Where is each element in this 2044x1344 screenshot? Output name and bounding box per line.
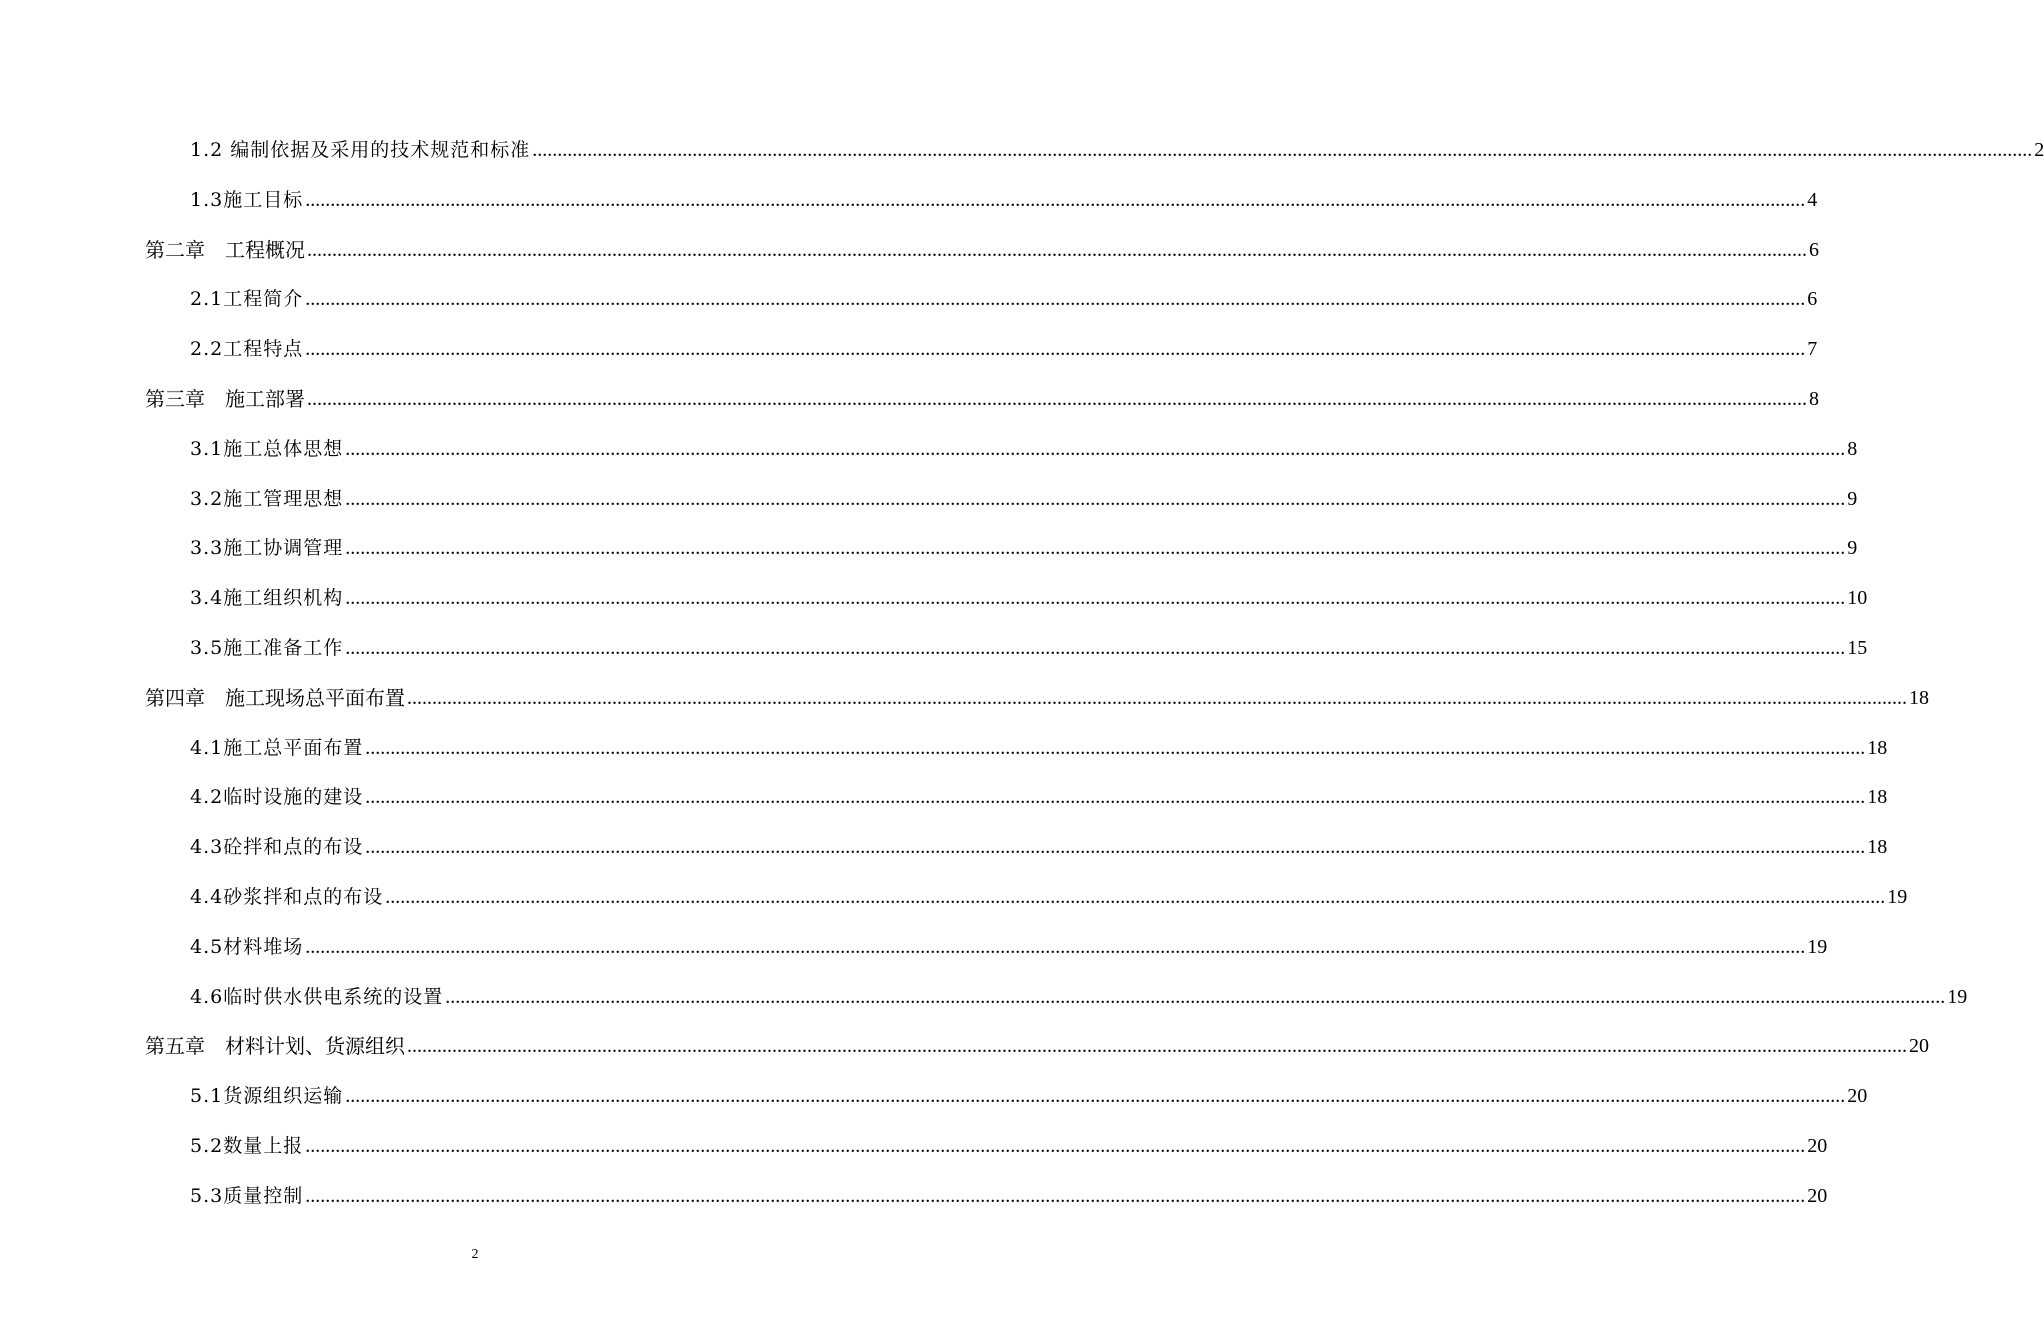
toc-entry-label: 4.6临时供水供电系统的设置 [190, 985, 444, 1008]
toc-dot-leader: ............................................................................................................................................................................................................................................................................................................ [345, 1085, 1846, 1108]
toc-dot-leader: ............................................................................................................................................................................................................................................................................................................ [305, 188, 1806, 211]
toc-section-entry[interactable] [190, 580, 1868, 612]
toc-dot-leader: ............................................................................................................................................................................................................................................................................................................ [305, 935, 1806, 958]
toc-entry-label: 第五章 材料计划、货源组织 [145, 1034, 405, 1059]
toc-section-entry[interactable] [190, 182, 1818, 214]
toc-dot-leader: ............................................................................................................................................................................................................................................................................................................ [385, 886, 1886, 908]
toc-section-entry[interactable] [190, 829, 1888, 861]
toc-entry-page: 20 [1909, 1035, 1929, 1058]
toc-dot-leader: ............................................................................................................................................................................................................................................................................................................ [365, 836, 1866, 859]
toc-entry-label: 第四章 施工现场总平面布置 [145, 685, 405, 710]
toc-section-entry[interactable] [190, 132, 2044, 164]
toc-section-entry[interactable] [190, 779, 1888, 811]
toc-entry-page: 18 [1909, 686, 1929, 709]
toc-entry-label: 5.1货源组织运输 [190, 1085, 344, 1108]
toc-entry-label: 1.3施工目标 [190, 188, 304, 211]
toc-entry-label: 5.2数量上报 [190, 1135, 304, 1157]
page-number: 2 [471, 1247, 479, 1262]
toc-entry-page: 19 [1887, 886, 1908, 908]
toc-dot-leader: ............................................................................................................................................................................................................................................................................................................ [365, 736, 1866, 759]
toc-section-entry[interactable] [190, 481, 1858, 513]
toc-dot-leader: ............................................................................................................................................................................................................................................................................................................ [307, 238, 1807, 261]
toc-entry-label: 3.4施工组织机构 [190, 587, 344, 610]
toc-section-entry[interactable] [190, 979, 1968, 1011]
toc-entry-label: 4.5材料堆场 [190, 935, 304, 958]
toc-entry-page: 19 [1947, 985, 1968, 1008]
toc-entry-page: 6 [1809, 238, 1819, 261]
toc-section-entry[interactable] [190, 929, 1828, 961]
toc-section-entry[interactable] [190, 431, 1858, 463]
toc-dot-leader: ............................................................................................................................................................................................................................................................................................................ [345, 437, 1846, 460]
toc-entry-page: 20 [1807, 1135, 1828, 1157]
toc-entry-label: 2.2工程特点 [190, 338, 304, 361]
toc-dot-leader: ............................................................................................................................................................................................................................................................................................................ [345, 587, 1846, 610]
toc-entry-page: 7 [1807, 338, 1818, 361]
toc-entry-page: 18 [1867, 736, 1888, 759]
toc-entry-page: 6 [1807, 288, 1818, 311]
toc-entry-page: 8 [1809, 388, 1819, 410]
toc-dot-leader: ............................................................................................................................................................................................................................................................................................................ [532, 139, 2033, 161]
toc-entry-page: 18 [1867, 836, 1888, 859]
toc-entry-label: 4.1施工总平面布置 [190, 736, 364, 759]
toc-entry-page: 4 [1807, 188, 1818, 211]
toc-section-entry[interactable] [190, 630, 1868, 662]
toc-entry-label: 2.1工程简介 [190, 288, 304, 311]
toc-entry-page: 9 [1847, 487, 1858, 510]
toc-entry-label: 3.2施工管理思想 [190, 487, 344, 510]
toc-section-entry[interactable] [190, 1178, 1828, 1210]
toc-entry-page: 2 [2034, 139, 2044, 161]
toc-chapter-entry[interactable] [145, 680, 1929, 712]
toc-section-entry[interactable] [190, 730, 1888, 762]
toc-entry-label: 5.3质量控制 [190, 1184, 304, 1207]
toc-section-entry[interactable] [190, 1078, 1868, 1110]
toc-chapter-entry[interactable] [145, 232, 1819, 264]
toc-section-entry[interactable] [190, 281, 1818, 313]
toc-dot-leader: ............................................................................................................................................................................................................................................................................................................ [345, 487, 1846, 510]
toc-section-entry[interactable] [190, 331, 1818, 363]
toc-entry-label: 4.2临时设施的建设 [190, 786, 364, 809]
toc-entry-page: 10 [1847, 587, 1868, 610]
toc-dot-leader: ............................................................................................................................................................................................................................................................................................................ [305, 338, 1806, 361]
toc-dot-leader: ............................................................................................................................................................................................................................................................................................................ [307, 388, 1807, 410]
toc-section-entry[interactable] [190, 1128, 1828, 1160]
toc-dot-leader: ............................................................................................................................................................................................................................................................................................................ [305, 1135, 1806, 1157]
toc-entry-label: 3.5施工准备工作 [190, 637, 344, 659]
toc-entry-page: 20 [1807, 1184, 1828, 1207]
toc-entry-page: 18 [1867, 786, 1888, 809]
toc-entry-label: 1.2 编制依据及采用的技术规范和标准 [190, 139, 531, 161]
toc-dot-leader: ............................................................................................................................................................................................................................................................................................................ [445, 985, 1946, 1008]
toc-entry-page: 15 [1847, 637, 1868, 659]
toc-dot-leader: ............................................................................................................................................................................................................................................................................................................ [407, 686, 1907, 709]
toc-dot-leader: ............................................................................................................................................................................................................................................................................................................ [365, 786, 1866, 809]
toc-dot-leader: ............................................................................................................................................................................................................................................................................................................ [305, 1184, 1806, 1207]
toc-entry-label: 3.3施工协调管理 [190, 537, 344, 560]
toc-entry-label: 第三章 施工部署 [145, 387, 305, 411]
toc-entry-label: 4.3砼拌和点的布设 [190, 836, 364, 859]
toc-entry-label: 4.4砂浆拌和点的布设 [190, 886, 384, 908]
toc-dot-leader: ............................................................................................................................................................................................................................................................................................................ [345, 637, 1846, 659]
toc-entry-page: 19 [1807, 935, 1828, 958]
toc-section-entry[interactable] [190, 879, 1908, 911]
toc-chapter-entry[interactable] [145, 1028, 1929, 1060]
toc-entry-label: 第二章 工程概况 [145, 237, 305, 262]
toc-entry-page: 9 [1847, 537, 1858, 560]
toc-section-entry[interactable] [190, 530, 1858, 562]
toc-entry-page: 8 [1847, 437, 1858, 460]
toc-entry-label: 3.1施工总体思想 [190, 437, 344, 460]
toc-entry-page: 20 [1847, 1085, 1868, 1108]
toc-dot-leader: ............................................................................................................................................................................................................................................................................................................ [345, 537, 1846, 560]
toc-chapter-entry[interactable] [145, 381, 1819, 413]
toc-dot-leader: ............................................................................................................................................................................................................................................................................................................ [305, 288, 1806, 311]
toc-dot-leader: ............................................................................................................................................................................................................................................................................................................ [407, 1035, 1907, 1058]
